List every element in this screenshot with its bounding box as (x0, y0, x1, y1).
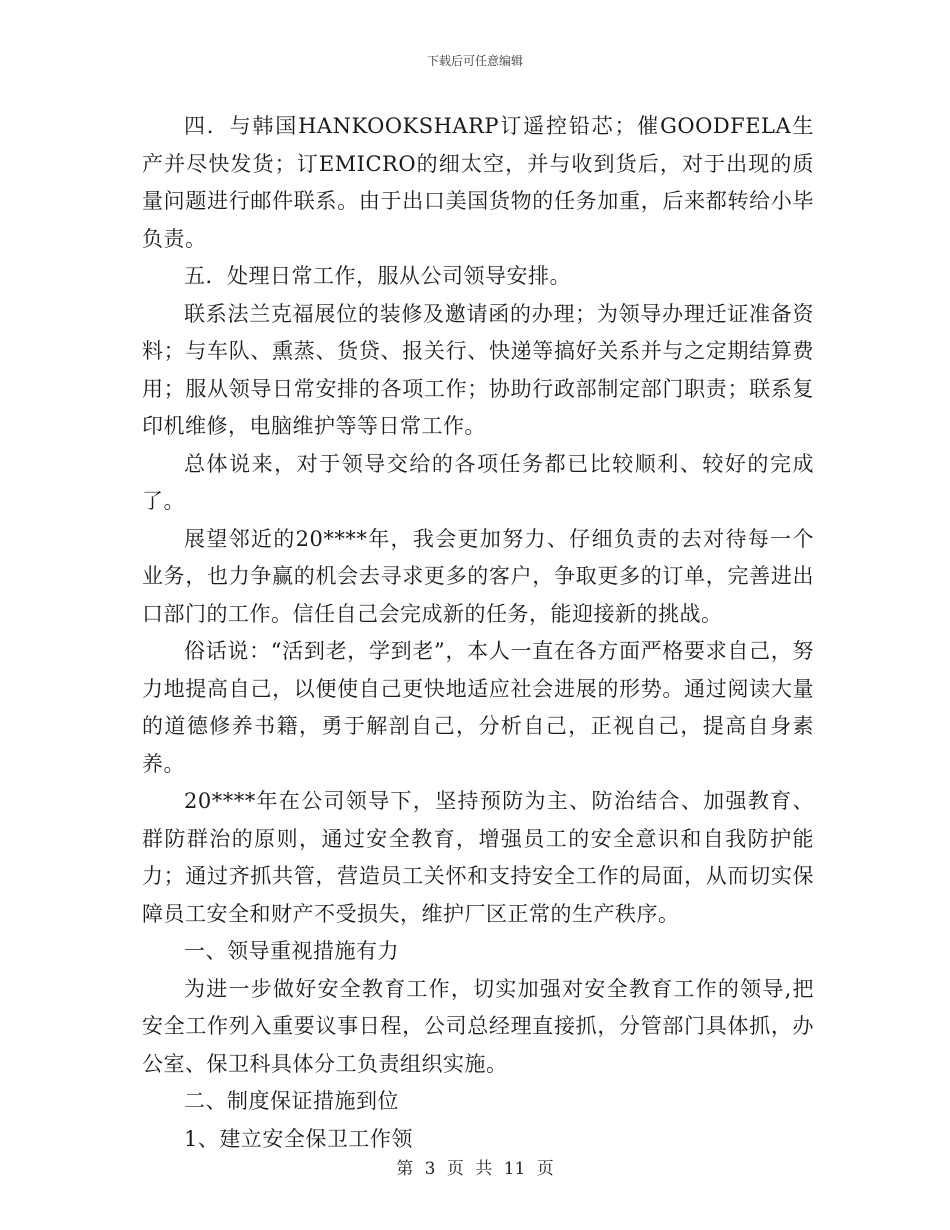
page-header: 下载后可任意编辑 (426, 54, 523, 68)
paragraph: 四．与韩国HANKOOKSHARP订遥控铅芯；催GOODFELA生产并尽快发货；订EMICRO的细太空，并与收到货后，对于出现的质量问题进行邮件联系。由于出口美国货物的任务加重，后来都转给小毕负责。 (142, 114, 814, 251)
paragraph: 俗话说：“活到老，学到老”，本人一直在各方面严格要求自己，努力地提高自己，以便使自己更快地适应社会进展的形势。通过阅读大量的道德修养书籍，勇于解剖自己，分析自己，正视自己，提高自身素养。 (142, 639, 814, 776)
paragraph: 展望邻近的20****年，我会更加努力、仔细负责的去对待每一个业务，也力争赢的机会去寻求更多的客户，争取更多的订单，完善进出口部门的工作。信任自己会完成新的任务，能迎接新的挑战。 (142, 526, 814, 626)
paragraph: 1、建立安全保卫工作领 (184, 1126, 413, 1151)
page-number-footer: 第 3 页 共 11 页 (396, 1159, 554, 1179)
section-heading: 一、领导重视措施有力 (184, 939, 399, 963)
document-body (142, 108, 814, 1158)
paragraph: 总体说来，对于领导交给的各项任务都已比较顺利、较好的完成了。 (142, 451, 814, 513)
paragraph: 联系法兰克福展位的装修及邀请函的办理；为领导办理迁证准备资料；与车队、熏蒸、货贷、报关行、快递等搞好关系并与之定期结算费用；服从领导日常安排的各项工作；协助行政部制定部门职责；联系复印机维修，电脑维护等等日常工作。 (142, 301, 814, 438)
paragraph: 五．处理日常工作，服从公司领导安排。 (184, 264, 571, 288)
paragraph: 为进一步做好安全教育工作，切实加强对安全教育工作的领导,把安全工作列入重要议事日程，公司总经理直接抓，分管部门具体抓，办公室、保卫科具体分工负责组织实施。 (142, 976, 814, 1076)
section-heading: 二、制度保证措施到位 (184, 1089, 399, 1113)
paragraph: 20****年在公司领导下，坚持预防为主、防治结合、加强教育、群防群治的原则，通过安全教育，增强员工的安全意识和自我防护能力；通过齐抓共管，营造员工关怀和支持安全工作的局面，从而切实保障员工安全和财产不受损失，维护厂区正常的生产秩序。 (142, 789, 814, 926)
